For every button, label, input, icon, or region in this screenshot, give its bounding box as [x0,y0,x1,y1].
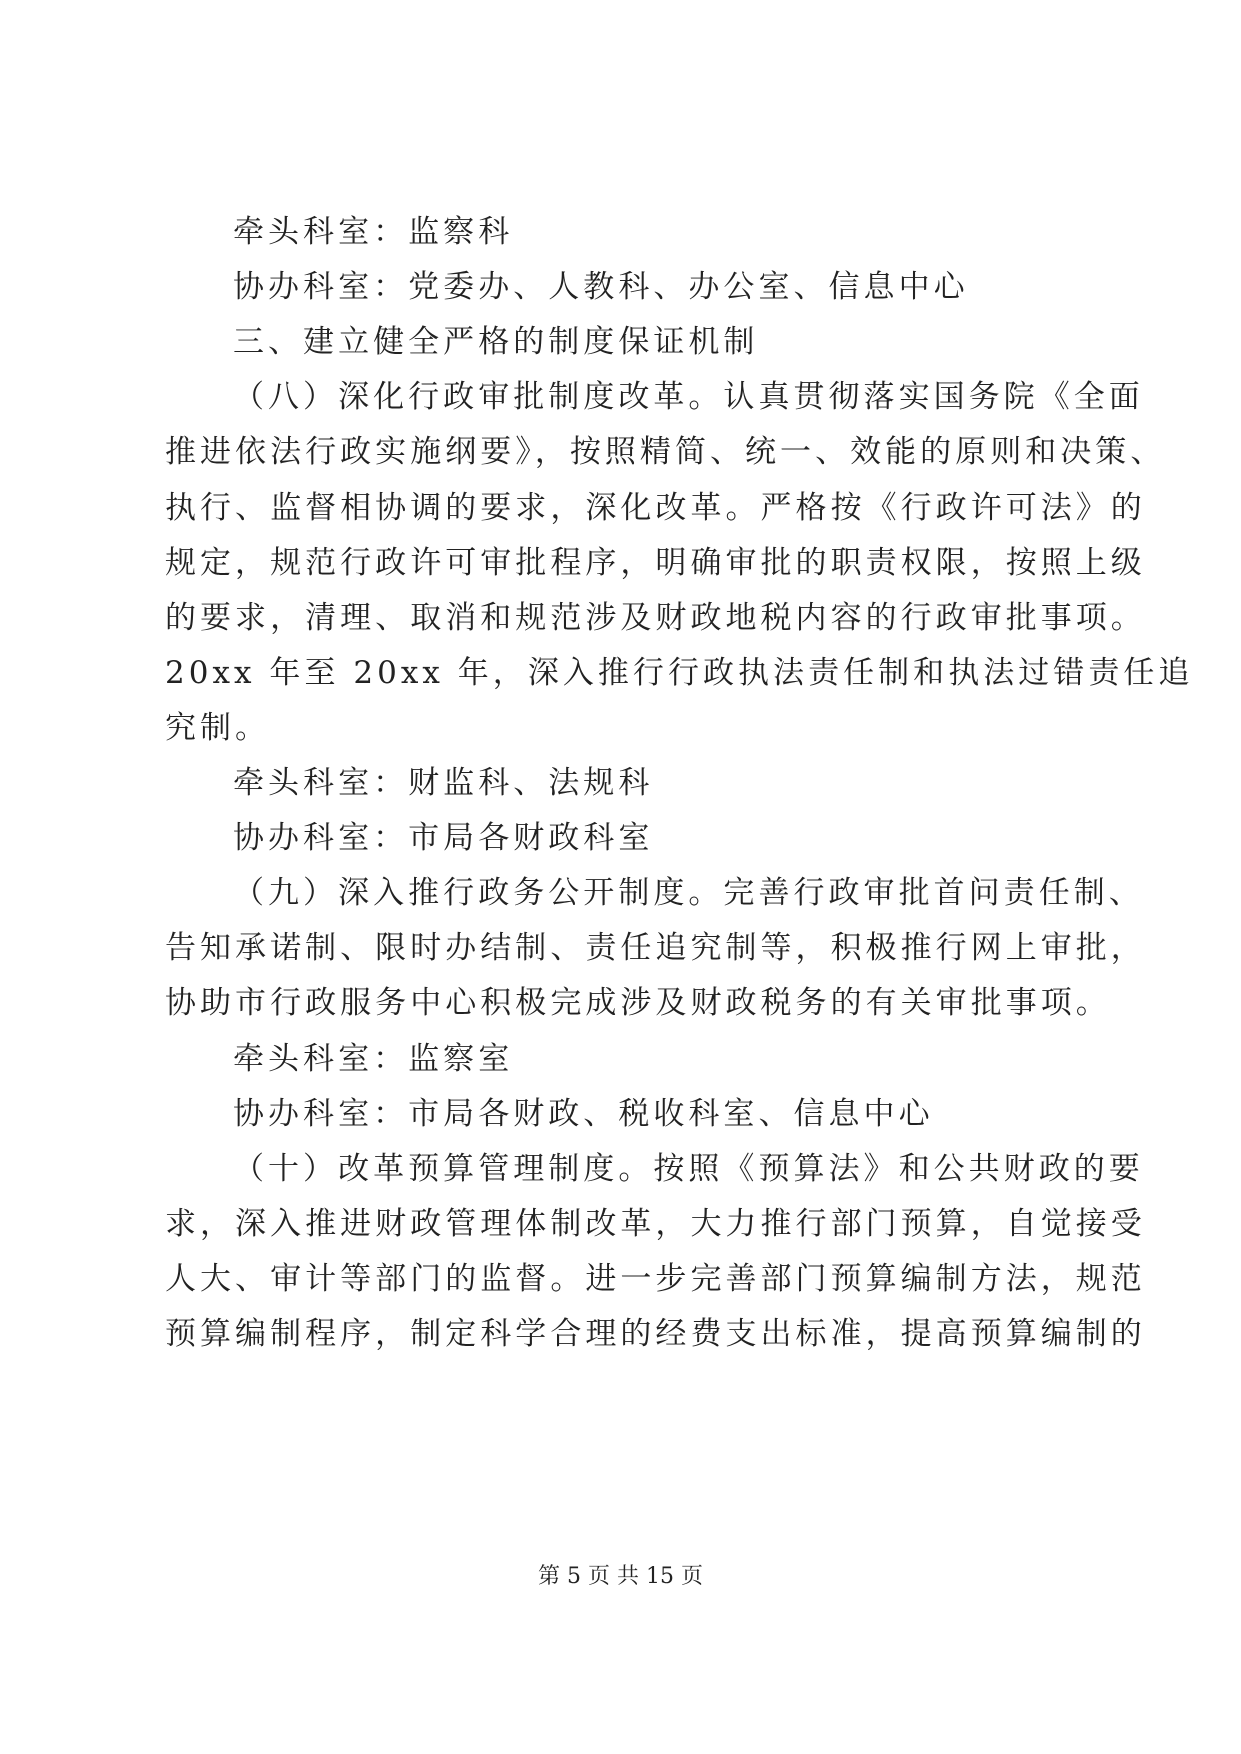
text-line: 求，深入推进财政管理体制改革，大力推行部门预算，自觉接受 [165,1206,1146,1242]
text-line: 协办科室：市局各财政、税收科室、信息中心 [233,1096,934,1132]
text-line: 规定，规范行政许可审批程序，明确审批的职责权限，按照上级 [165,545,1146,581]
text-line: （十）改革预算管理制度。按照《预算法》和公共财政的要 [233,1151,1144,1187]
text-line: 协办科室：党委办、人教科、办公室、信息中心 [233,269,969,305]
text-line: 牵头科室：财监科、法规科 [233,765,654,801]
text-line: 的要求，清理、取消和规范涉及财政地税内容的行政审批事项。 [165,600,1146,636]
text-line: 协助市行政服务中心积极完成涉及财政税务的有关审批事项。 [165,985,1111,1021]
page-number-footer: 第 5 页 共 15 页 [538,1564,703,1589]
text-line: 究制。 [165,710,271,746]
text-line: 20xx 年至 20xx 年，深入推行行政执法责任制和执法过错责任追 [165,655,1194,691]
text-line: （八）深化行政审批制度改革。认真贯彻落实国务院《全面 [233,379,1144,415]
section-heading: 三、建立健全严格的制度保证机制 [233,324,759,360]
text-line: 牵头科室：监察科 [233,214,514,250]
text-line: 协办科室：市局各财政科室 [233,820,654,856]
text-line: 推进依法行政实施纲要》，按照精简、统一、效能的原则和决策、 [165,434,1166,470]
text-line: （九）深入推行政务公开制度。完善行政审批首问责任制、 [233,875,1144,911]
text-line: 人大、审计等部门的监督。进一步完善部门预算编制方法，规范 [165,1261,1146,1297]
text-line: 执行、监督相协调的要求，深化改革。严格按《行政许可法》的 [165,490,1146,526]
text-line: 告知承诺制、限时办结制、责任追究制等，积极推行网上审批， [165,930,1146,966]
text-line: 预算编制程序，制定科学合理的经费支出标准，提高预算编制的 [165,1316,1146,1352]
text-line: 牵头科室：监察室 [233,1041,514,1077]
